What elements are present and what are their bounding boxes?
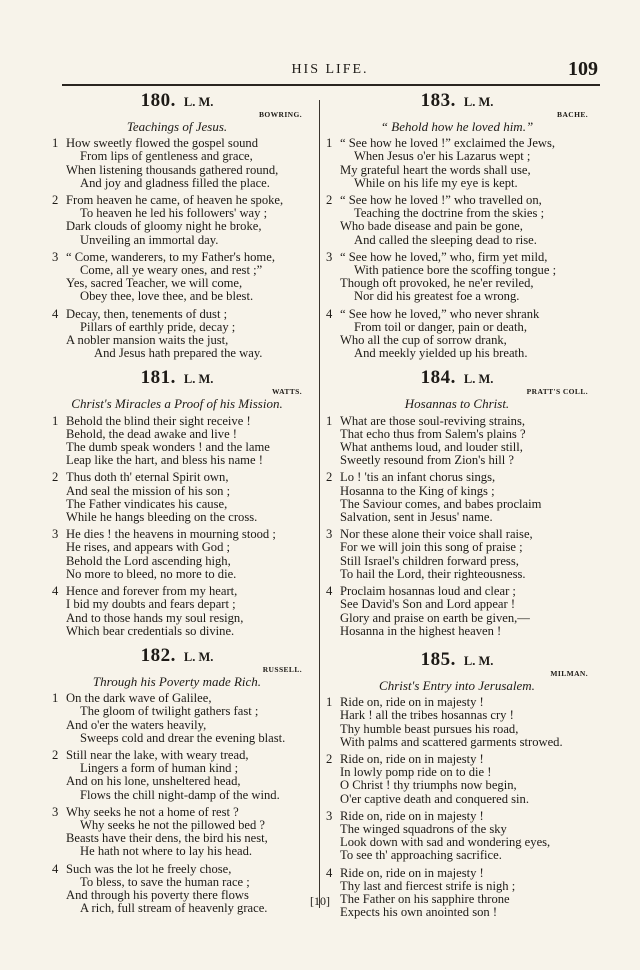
verse-line: Ride on, ride on in majesty !: [340, 865, 484, 880]
verse-line: The dumb speak wonders ! and the lame: [66, 440, 270, 455]
verse-line: Why seeks he not the pillowed bed ?: [80, 817, 266, 832]
stanza-number: 1: [52, 691, 59, 706]
verse-line: Unveiling an immortal day.: [80, 232, 219, 247]
hymn-182: [52, 644, 302, 916]
hymn-185: [326, 648, 588, 920]
verse-line: And to those hands my soul resign,: [66, 610, 244, 625]
verse-line: Behold the blind their sight receive !: [66, 413, 251, 428]
verse-line: And meekly yielded up his breath.: [354, 346, 528, 361]
verse-line: What anthems loud, and louder still,: [340, 440, 523, 455]
verse-line: Who bade disease and pain be gone,: [340, 219, 523, 234]
hymn-181: [52, 367, 302, 638]
column-divider: [319, 100, 320, 908]
verse-line: Come, all ye weary ones, and rest ;”: [80, 263, 263, 278]
stanza-number: 1: [52, 136, 59, 151]
verse-line: From toil or danger, pain or death,: [354, 319, 527, 334]
verse-line: Thy humble beast pursues his road,: [340, 721, 519, 736]
hymn-meter: L. M.: [183, 372, 214, 387]
stanza: [326, 585, 588, 638]
hymn-number: 184.: [420, 367, 456, 389]
verse-line: On the dark wave of Galilee,: [66, 691, 212, 706]
hymn-author: MILMAN.: [550, 668, 588, 678]
stanza-number: 3: [52, 527, 59, 542]
verse-line: Lo ! 'tis an infant chorus sings,: [340, 470, 496, 485]
running-head: [60, 58, 600, 82]
hymn-author: PRATT'S COLL.: [526, 387, 588, 397]
hymn-number: 180.: [140, 90, 176, 111]
verse-line: And joy and gladness filled the place.: [80, 175, 270, 190]
verse-line: To see th' approaching sacrifice.: [340, 848, 502, 863]
verse-line: To heaven he led his followers' way ;: [80, 206, 268, 221]
hymn-heading: [52, 367, 302, 397]
verse-line: For we will join this song of praise ;: [340, 540, 523, 555]
verse-line: To hail the Lord, their righteousness.: [340, 566, 526, 581]
hymn-meter: L. M.: [183, 95, 214, 109]
verse-line: Hark ! all the tribes hosannas cry !: [340, 708, 514, 723]
stanza: [52, 528, 302, 581]
stanza-number: 4: [326, 584, 333, 599]
verse-line: Dark clouds of gloomy night he broke,: [66, 219, 262, 234]
verse-line: The Father vindicates his cause,: [66, 496, 228, 511]
stanza-number: 1: [326, 695, 333, 710]
verse-line: Look down with sad and wondering eyes,: [340, 835, 551, 850]
stanza: [326, 810, 588, 863]
hymn-heading: [52, 644, 302, 674]
verse-line: Proclaim hosannas loud and clear ;: [340, 584, 516, 599]
verse-line: When Jesus o'er his Lazarus wept ;: [354, 149, 531, 164]
hymn-title: “ Behold how he loved him.”: [380, 119, 534, 134]
verse-line: Leap like the hart, and bless his name !: [66, 453, 263, 468]
left-column: [52, 90, 302, 919]
stanza-number: 1: [326, 413, 333, 428]
stanza-number: 2: [52, 747, 59, 762]
verse-line: Beasts have their dens, the bird his nest,: [66, 831, 268, 846]
hymn-heading: [326, 367, 588, 397]
verse-line: Ride on, ride on in majesty !: [340, 695, 484, 710]
hymn-number: 183.: [420, 90, 456, 111]
hymn-heading: [326, 648, 588, 678]
stanza-number: 4: [326, 865, 333, 880]
verse-line: How sweetly flowed the gospel sound: [66, 136, 259, 151]
hymn-title: Through his Poverty made Rich.: [92, 673, 262, 689]
verse-line: He hath not where to lay his head.: [80, 844, 253, 859]
verse-line: A rich, full stream of heavenly grace.: [80, 901, 268, 916]
stanza-number: 3: [52, 249, 59, 264]
verse-line: Behold, the dead awake and live !: [66, 426, 237, 441]
stanza: [326, 696, 588, 749]
verse-line: Nor these alone their voice shall raise,: [340, 527, 533, 542]
verse-line: Why seeks he not a home of rest ?: [66, 804, 239, 819]
verse-line: Salvation, sent in Jesus' name.: [340, 510, 493, 525]
hymn-180: [52, 90, 302, 361]
hymn-title: Christ's Entry into Jerusalem.: [379, 677, 535, 693]
verse-line: With palms and scattered garments strowed.: [340, 734, 563, 749]
verse-line: And Jesus hath prepared the way.: [94, 346, 263, 361]
stanza-number: 2: [326, 193, 333, 208]
right-column: [326, 90, 588, 923]
stanza-number: 3: [326, 527, 333, 542]
hymn-author: WATTS.: [272, 387, 302, 397]
stanza: [326, 753, 588, 806]
stanza-number: 2: [326, 751, 333, 766]
verse-line: With patience bore the scoffing tongue ;: [354, 263, 557, 278]
stanza: [326, 528, 588, 581]
verse-line: Yes, sacred Teacher, we will come,: [66, 276, 243, 291]
verse-line: Hosanna in the highest heaven !: [340, 623, 502, 638]
stanza: [52, 471, 302, 524]
stanza: [326, 415, 588, 468]
verse-line: Sweetly resound from Zion's hill ?: [340, 453, 515, 468]
verse-line: Though oft provoked, he ne'er reviled,: [340, 276, 534, 291]
hymn-meter: L. M.: [183, 649, 214, 664]
verse-line: The gloom of twilight gathers fast ;: [80, 704, 259, 719]
verse-line: Behold the Lord ascending high,: [66, 553, 231, 568]
verse-line: The winged squadrons of the sky: [340, 821, 507, 836]
stanza-number: 4: [52, 584, 59, 599]
verse-line: He rises, and appears with God ;: [66, 540, 231, 555]
verse-line: Expects his own anointed son !: [340, 905, 498, 920]
stanza-number: 3: [52, 804, 59, 819]
stanza-number: 4: [52, 306, 59, 321]
verse-line: Hosanna to the King of kings ;: [340, 483, 495, 498]
verse-line: In lowly pomp ride on to die !: [340, 765, 492, 780]
verse-line: Thus doth th' eternal Spirit own,: [66, 470, 229, 485]
verse-line: O'er captive death and conquered sin.: [340, 791, 529, 806]
verse-line: “ Come, wanderers, to my Father's home,: [66, 249, 275, 264]
folio-signature: [10]: [310, 894, 330, 908]
verse-line: Ride on, ride on in majesty !: [340, 808, 484, 823]
stanza-number: 2: [52, 470, 59, 485]
verse-line: Decay, then, tenements of dust ;: [66, 306, 228, 321]
hymn-title: Hosannas to Christ.: [404, 396, 510, 412]
verse-line: Still near the lake, with weary tread,: [66, 747, 249, 762]
header-rule: [62, 84, 600, 86]
hymn-number: 181.: [140, 367, 176, 389]
stanza: [52, 251, 302, 304]
verse-line: Who all the cup of sorrow drank,: [340, 333, 507, 348]
verse-line: Teaching the doctrine from the skies ;: [354, 206, 545, 221]
verse-line: Flows the chill night-damp of the wind.: [80, 787, 280, 802]
stanza: [52, 194, 302, 247]
verse-line: I bid my doubts and fears depart ;: [66, 597, 236, 612]
stanza-number: 4: [326, 306, 333, 321]
stanza: [52, 585, 302, 638]
hymn-meter: L. M.: [463, 653, 494, 668]
stanza: [326, 867, 588, 920]
verse-line: From heaven he came, of heaven he spoke,: [66, 193, 284, 208]
verse-line: “ See how he loved,” who, firm yet mild,: [340, 249, 548, 264]
verse-line: Thy last and fiercest strife is nigh ;: [340, 878, 516, 893]
verse-line: Sweeps cold and drear the evening blast.: [80, 730, 286, 745]
verse-line: And through his poverty there flows: [66, 887, 249, 902]
verse-line: See David's Son and Lord appear !: [340, 597, 516, 612]
verse-line: The Saviour comes, and babes proclaim: [340, 496, 542, 511]
hymn-heading: [326, 90, 588, 119]
verse-line: When listening thousands gathered round,: [66, 162, 279, 177]
verse-line: “ See how he loved !” exclaimed the Jews,: [340, 136, 556, 151]
stanza: [326, 308, 588, 361]
page-number: 109: [568, 58, 598, 80]
stanza-number: 3: [326, 808, 333, 823]
stanza: [52, 692, 302, 745]
stanza-number: 3: [326, 249, 333, 264]
stanza: [52, 749, 302, 802]
hymn-heading: [52, 90, 302, 119]
verse-line: Still Israel's children forward press,: [340, 553, 519, 568]
verse-line: Ride on, ride on in majesty !: [340, 751, 484, 766]
verse-line: And o'er the waters heavily,: [66, 717, 207, 732]
verse-line: “ See how he loved,” who never shrank: [340, 306, 540, 321]
verse-line: Pillars of earthly pride, decay ;: [80, 319, 236, 334]
hymn-184: [326, 367, 588, 638]
hymn-title: Christ's Miracles a Proof of his Mission.: [71, 396, 283, 412]
hymn-183: [326, 90, 588, 361]
verse-line: From lips of gentleness and grace,: [80, 149, 253, 164]
hymn-number: 182.: [140, 644, 176, 666]
stanza-number: 1: [326, 136, 333, 151]
stanza: [326, 471, 588, 524]
verse-line: And called the sleeping dead to rise.: [354, 232, 537, 247]
stanza: [52, 806, 302, 859]
verse-line: That echo thus from Salem's plains ?: [340, 426, 526, 441]
verse-line: “ See how he loved !” who travelled on,: [340, 193, 542, 208]
verse-line: While on his life my eye is kept.: [354, 175, 518, 190]
hymn-meter: L. M.: [463, 95, 494, 109]
stanza: [326, 251, 588, 304]
verse-line: My grateful heart the words shall use,: [340, 162, 531, 177]
verse-line: To bless, to save the human race ;: [80, 874, 250, 889]
verse-line: Nor did his greatest foe a wrong.: [354, 289, 520, 304]
verse-line: While he hangs bleeding on the cross.: [66, 510, 258, 525]
hymn-meter: L. M.: [463, 372, 494, 387]
hymn-author: BACHE.: [557, 110, 588, 119]
verse-line: Lingers a form of human kind ;: [80, 761, 239, 776]
verse-line: A nobler mansion waits the just,: [66, 333, 229, 348]
verse-line: And on his lone, unsheltered head,: [66, 774, 241, 789]
stanza: [326, 194, 588, 247]
stanza-number: 2: [326, 470, 333, 485]
stanza: [52, 308, 302, 361]
running-title: HIS LIFE.: [291, 62, 369, 77]
verse-line: O Christ ! thy triumphs now begin,: [340, 778, 517, 793]
verse-line: He dies ! the heavens in mourning stood ;: [66, 527, 276, 542]
stanza: [326, 137, 588, 190]
verse-line: Such was the lot he freely chose,: [66, 861, 232, 876]
stanza-number: 2: [52, 193, 59, 208]
stanza: [52, 137, 302, 190]
verse-line: No more to bleed, no more to die.: [66, 566, 237, 581]
hymn-author: BOWRING.: [259, 110, 302, 119]
stanza-number: 4: [52, 861, 59, 876]
verse-line: And seal the mission of his son ;: [66, 483, 231, 498]
hymn-number: 185.: [420, 648, 456, 670]
verse-line: What are those soul-reviving strains,: [340, 413, 526, 428]
verse-line: Obey thee, love thee, and be blest.: [80, 289, 254, 304]
hymn-author: RUSSELL.: [262, 664, 302, 674]
verse-line: The Father on his sapphire throne: [340, 891, 510, 906]
verse-line: Glory and praise on earth be given,—: [340, 610, 530, 625]
hymn-title: Teachings of Jesus.: [126, 119, 228, 134]
verse-line: Which bear credentials so divine.: [66, 623, 235, 638]
stanza-number: 1: [52, 413, 59, 428]
stanza: [52, 415, 302, 468]
verse-line: Hence and forever from my heart,: [66, 584, 238, 599]
